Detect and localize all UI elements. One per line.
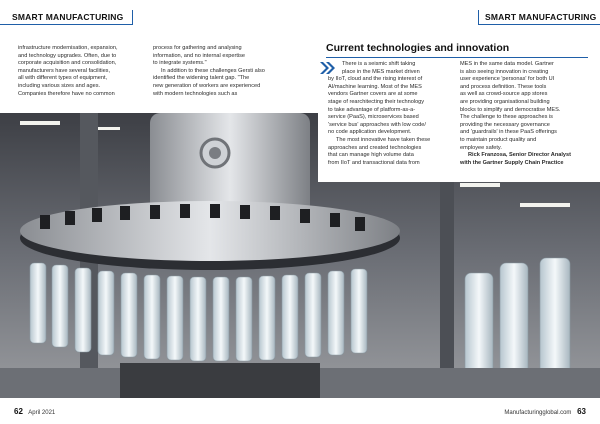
body-line: Companies therefore have no common (18, 90, 115, 97)
sidebar-line: to take advantage of platform-as-a- (328, 106, 416, 113)
sidebar-column-2 (460, 61, 588, 167)
body-line: manufacturers have several facilities, (18, 67, 111, 74)
sidebar-line: and process definition. These tools (460, 83, 547, 90)
body-line: infrastructure modernisation, expansion, (18, 45, 118, 51)
body-line: and technology upgrades. Often, due to (18, 52, 117, 59)
sidebar-line: is also seeing innovation in creating (460, 68, 549, 75)
footer-left (14, 407, 55, 416)
sidebar-line: and 'guardrails' in these PaaS offerings (460, 129, 557, 136)
sidebar-line: are providing organisational building (460, 98, 550, 105)
sidebar-line: stage of rearchitecting their technology (328, 98, 425, 105)
sidebar-line: that can manage high volume data (328, 152, 414, 159)
running-header-right: SMART MANUFACTURING (478, 10, 600, 25)
sidebar-credit-name: Rick Franzosa, Senior Director Analyst (468, 152, 571, 159)
sidebar-line: as well as crowd-source app stores (460, 91, 548, 98)
sidebar-line: providing the necessary governance (460, 121, 550, 128)
sidebar-line: The most innovative have taken these (336, 136, 431, 143)
sidebar-line: to maintain product quality and (460, 136, 537, 143)
sidebar-credit-org: with the Gartner Supply Chain Practice (460, 159, 564, 166)
body-line: new generation of workers are experienced (153, 82, 261, 89)
body-line: identified the widening talent gap. "The (153, 75, 250, 82)
body-column-2 (153, 45, 298, 98)
sidebar-column-1 (328, 61, 451, 167)
running-header-left: SMART MANUFACTURING (0, 10, 133, 25)
body-line: with modern technologies such as (153, 90, 238, 97)
sidebar-line: MES in the same data model. Gartner (460, 61, 554, 67)
body-line: to integrate systems." (153, 60, 207, 67)
page-number-right: 63 (577, 407, 586, 416)
body-line: In addition to these challenges Gersti also (161, 67, 265, 74)
sidebar-line: service (PaaS), microservices based (328, 114, 419, 121)
sidebar-line: vendors Gartner covers are at some (328, 91, 418, 98)
body-line: all with different types of equipment, (18, 75, 108, 82)
page-number-left: 62 (14, 407, 23, 416)
body-line: corporate acquisition and consolidation, (18, 60, 117, 67)
sidebar-line: There is a seismic shift taking (342, 61, 416, 67)
body-line: process for gathering and analysing (153, 45, 242, 51)
body-column-1 (18, 45, 144, 98)
sidebar-title: Current technologies and innovation (326, 42, 588, 58)
sidebar-line: employee safety. (460, 144, 502, 151)
sidebar-line: 'service bus' approaches with low code/ (328, 121, 426, 128)
sidebar-line: by IIoT, cloud and the rising interest of (328, 76, 423, 83)
sidebar-line: user experience 'personas' for both UI (460, 76, 555, 83)
sidebar-line: AI/machine learning. Most of the MES (328, 83, 422, 90)
sidebar-line: from IIoT and transactional data from (328, 159, 420, 166)
issue-date: April 2021 (28, 410, 56, 416)
site-link[interactable]: Manufacturingglobal.com (504, 410, 572, 416)
sidebar-line: no code application development. (328, 129, 412, 136)
sidebar-line: The challenge to these approaches is (460, 114, 553, 121)
sidebar-line: place in the MES market driven (342, 68, 420, 75)
sidebar-line: approaches and created technologies (328, 144, 422, 151)
body-line: including various sizes and ages. (18, 82, 101, 89)
footer-right (504, 407, 586, 416)
body-line: information, and no internal expertise (153, 52, 246, 59)
sidebar-line: blocks to simplify and democratise MES. (460, 106, 561, 113)
